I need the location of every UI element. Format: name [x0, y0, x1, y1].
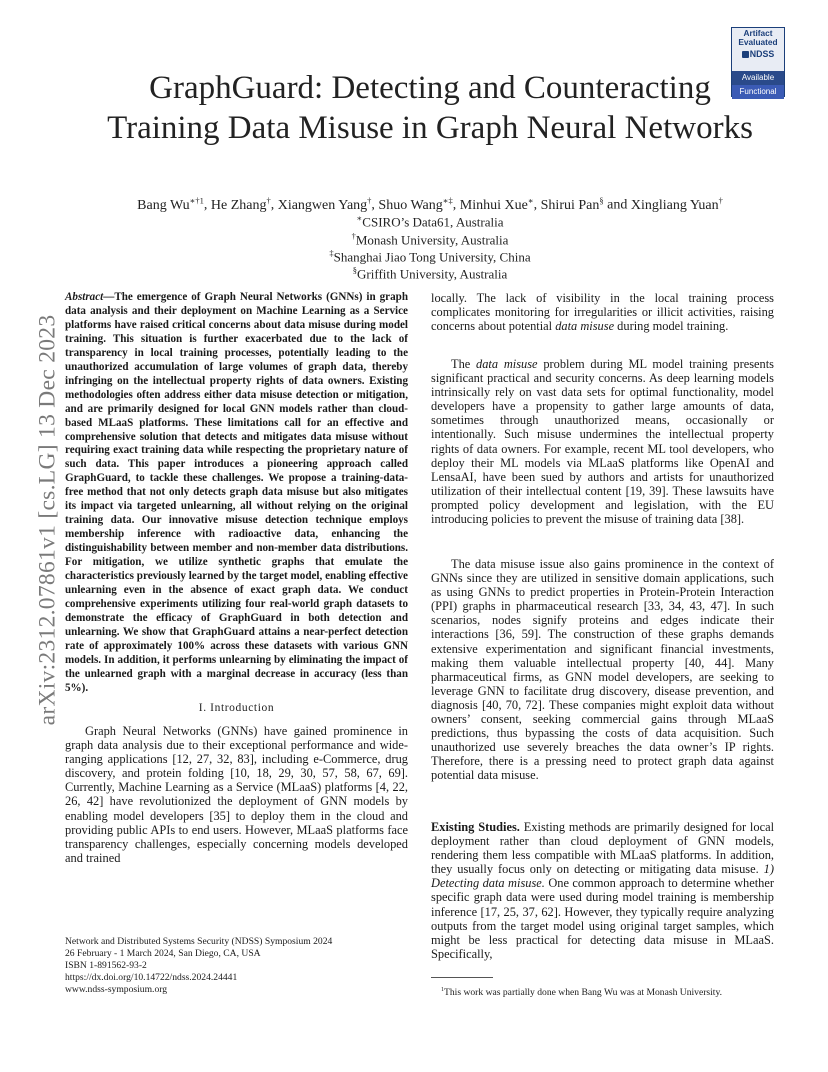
- badge-line1: Artifact: [743, 28, 773, 38]
- emphasis-text: data misuse: [476, 357, 538, 371]
- footnote-text: This work was partially done when Bang Wu was at Monash University.: [444, 987, 723, 999]
- footnote: [441, 984, 781, 999]
- author-name: He Zhang: [210, 197, 267, 213]
- title-line2: Training Data Misuse in Graph Neural Networks: [107, 110, 753, 146]
- right-paragraph-4: [431, 820, 774, 961]
- footer-line: https://dx.doi.org/10.14722/ndss.2024.24441: [65, 971, 238, 983]
- intro-paragraph: Graph Neural Networks (GNNs) have gained prominence in graph data analysis due to their exceptional performance and wide-ranging applications [12, 27, 32, 83], including e-Commerce, drug discovery, and protein folding [10, 18, 29, 30, 57, 58, 67, 69]. Currently, Machine Learning as a Service (MLaaS) platforms [4, 22, 26, 42] have revolutionized the deployment of GNN models by enabling model developers [35] to deploy them in the cloud and providing public APIs to end users. However, MLaaS platforms face transparency challenges, especially concerning models developed and trained: [65, 724, 408, 865]
- ndss-logo-text: NDSS: [749, 49, 775, 59]
- paragraph-text: locally. The lack of visibility in the local training process complicates monitoring for irregularities or illicit activities, raising concerns about potential: [431, 291, 774, 334]
- affiliation-text: Monash University, Australia: [355, 232, 509, 248]
- footnote-mark: 1: [441, 987, 444, 993]
- paragraph-text: problem during ML model training presents significant practical and security concerns. As deep learning models intrinsically rely on vast data sets for optimal functionality, model developers have a propensity to gather large amounts of data, sometimes through unauthorized means, occasionally or intentionally. Such misuse undermines the intellectual property rights of data owners. For example, recent ML tool developers, who deploy their ML models via MLaaS platforms like OpenAI and LensaAI, have been sued by authors and artists for unauthorized utilization of their intellectual content [19, 39]. These lawsuits have prompted policy development and legislation, with the EU introducing policies to prevent the misuse of training data [38].: [431, 357, 775, 527]
- abstract-lead: Abstract: [65, 291, 104, 303]
- author-name: Minhui Xue: [459, 197, 528, 213]
- badge-available: Available: [732, 71, 784, 85]
- badge-header: [732, 28, 784, 71]
- author-separator: ,: [533, 197, 541, 213]
- paragraph-text: One common approach to determine whether specific graph data were used during model training is membership inference [17, 25, 37, 62]. However, they typically require analyzing outputs from the target model using original target samples, which might be less practical for detecting data misuse in MLaaS. Specifically,: [431, 876, 774, 961]
- author-mark: †: [367, 195, 372, 205]
- right-paragraph-2: [431, 357, 774, 526]
- title-line1: GraphGuard: Detecting and Counteracting: [149, 70, 711, 106]
- right-paragraph-1: [431, 291, 774, 333]
- emphasis-text: 1) Detecting data misuse.: [431, 862, 774, 891]
- affiliation-mark: §: [352, 265, 358, 275]
- affiliation-mark: ∗: [356, 213, 363, 223]
- author-mark: †: [266, 195, 271, 205]
- affiliation-mark: ‡: [329, 248, 334, 258]
- emphasis-text: data misuse: [555, 319, 615, 334]
- author-mark: †: [718, 195, 723, 205]
- abstract-text: —The emergence of Graph Neural Networks (GNNs) in graph data analysis and their deployment on Machine Learning as a Service platforms have raised critical concerns about data misuse during model training. This situation is further exacerbated due to the lack of transparency in local training processes, potentially leading to the unauthorized accumulation of large volumes of graph data, thereby infringing on the intellectual property rights of data owners. Existing methodologies often address either data misuse detection or mitigation, and are primarily designed for local GNN models rather than cloud-based MLaaS platforms. These limitations call for an effective and comprehensive solution that detects and mitigates data misuse without requiring exact training data while respecting the proprietary nature of such data. This paper introduces a pioneering approach called GraphGuard, to tackle these challenges. We propose a training-data-free method that not only detects graph data misuse but also mitigates its impact via targeted unlearning, all without relying on the original training data. Our innovative misuse detection technique employs membership inference with radioactive data, enhancing the distinguishability between member and non-member data distributions. For mitigation, we utilize synthetic graphs that emulate the characteristics previously learned by the target model, enabling effective unlearning even in the absence of exact graph data. We conduct comprehensive experiments utilizing four real-world graph datasets to demonstrate the efficacy of GraphGuard in both detection and unlearning. We show that GraphGuard attains a near-perfect detection rate of approximately 100% across these datasets with various GNN models. In addition, it performs unlearning by eliminating the impact of the unlearned graph with a marginal decrease in accuracy (less than 5%).: [65, 291, 408, 694]
- affiliation-mark: †: [351, 231, 356, 241]
- author-name: Shirui Pan: [540, 197, 600, 213]
- author-name: Xiangwen Yang: [277, 197, 368, 213]
- footer-line: 26 February - 1 March 2024, San Diego, CA, USA: [65, 947, 261, 959]
- venue-footer: [65, 936, 408, 996]
- author-separator: ,: [371, 197, 379, 213]
- footer-line: ISBN 1-891562-93-2: [65, 959, 147, 971]
- paragraph-text: The data misuse issue also gains prominence in the context of GNNs since they are utilized in sensitive domain applications, such as using GNNs to predict properties in Protein-Protein Interaction (PPI) graphs in pharmaceutical research [33, 34, 43, 47]. In such scenarios, nodes signify proteins and edges indicate their interactions [36, 59]. The construction of these graphs demands extensive experimentation and significant financial investments, making them valuable intellectual property [40, 44]. Many pharmaceutical firms, as GNN model developers, are seeking to leverage GNN to facilitate drug discovery, disease prevention, and diagnosis [40, 70, 72]. These companies might exploit data without owners’ consent, seeking commercial gains through MLaaS predictions, thus bypassing the costs of data acquisition. Such unauthorized use severely breaches the data owner’s IP rights. Therefore, there is a pressing need to protect graph data against potential data misuse.: [431, 557, 774, 783]
- paragraph-text: during model training.: [614, 319, 729, 334]
- footer-line: Network and Distributed Systems Security (NDSS) Symposium 2024: [65, 936, 333, 947]
- arxiv-id-text: arXiv:2312.07861v1 [cs.LG] 13 Dec 2023: [34, 314, 61, 726]
- affiliation-text: Shanghai Jiao Tong University, China: [333, 249, 531, 265]
- author-separator: ,: [270, 197, 278, 213]
- section-heading-introduction: I. Introduction: [198, 702, 275, 714]
- affiliation-text: Griffith University, Australia: [357, 266, 508, 282]
- author-mark: ∗†1: [189, 195, 204, 205]
- author-separator: ,: [203, 197, 211, 213]
- affiliation-text: CSIRO’s Data61, Australia: [362, 214, 504, 230]
- author-mark: ∗‡: [442, 195, 453, 205]
- author-name: Xingliang Yuan: [630, 197, 719, 213]
- author-conjunction: and: [603, 197, 631, 213]
- footer-line: www.ndss-symposium.org: [65, 983, 168, 995]
- ndss-logo: [732, 49, 784, 60]
- footnote-rule: [431, 977, 493, 978]
- affiliation: [60, 262, 800, 282]
- badge-functional: Functional: [732, 85, 784, 99]
- author-separator: ,: [452, 197, 460, 213]
- right-paragraph-3: [431, 557, 774, 783]
- paper-title: [60, 68, 800, 148]
- abstract: [65, 291, 408, 696]
- ndss-logo-icon: [742, 51, 749, 58]
- run-in-heading: Existing Studies.: [431, 820, 520, 834]
- author-name: Bang Wu: [137, 197, 190, 213]
- author-name: Shuo Wang: [378, 197, 443, 213]
- paragraph-text: Existing methods are primarily designed for local deployment rather than cloud deployment of GNN models, rendering them less compatible with MLaaS platforms. In addition, they usually focus only on detecting or mitigating data misuse.: [431, 820, 775, 877]
- badge-line2: Evaluated: [738, 37, 778, 47]
- paragraph-text: The: [451, 357, 477, 371]
- author-mark: §: [599, 195, 604, 205]
- author-mark: ∗: [527, 195, 534, 205]
